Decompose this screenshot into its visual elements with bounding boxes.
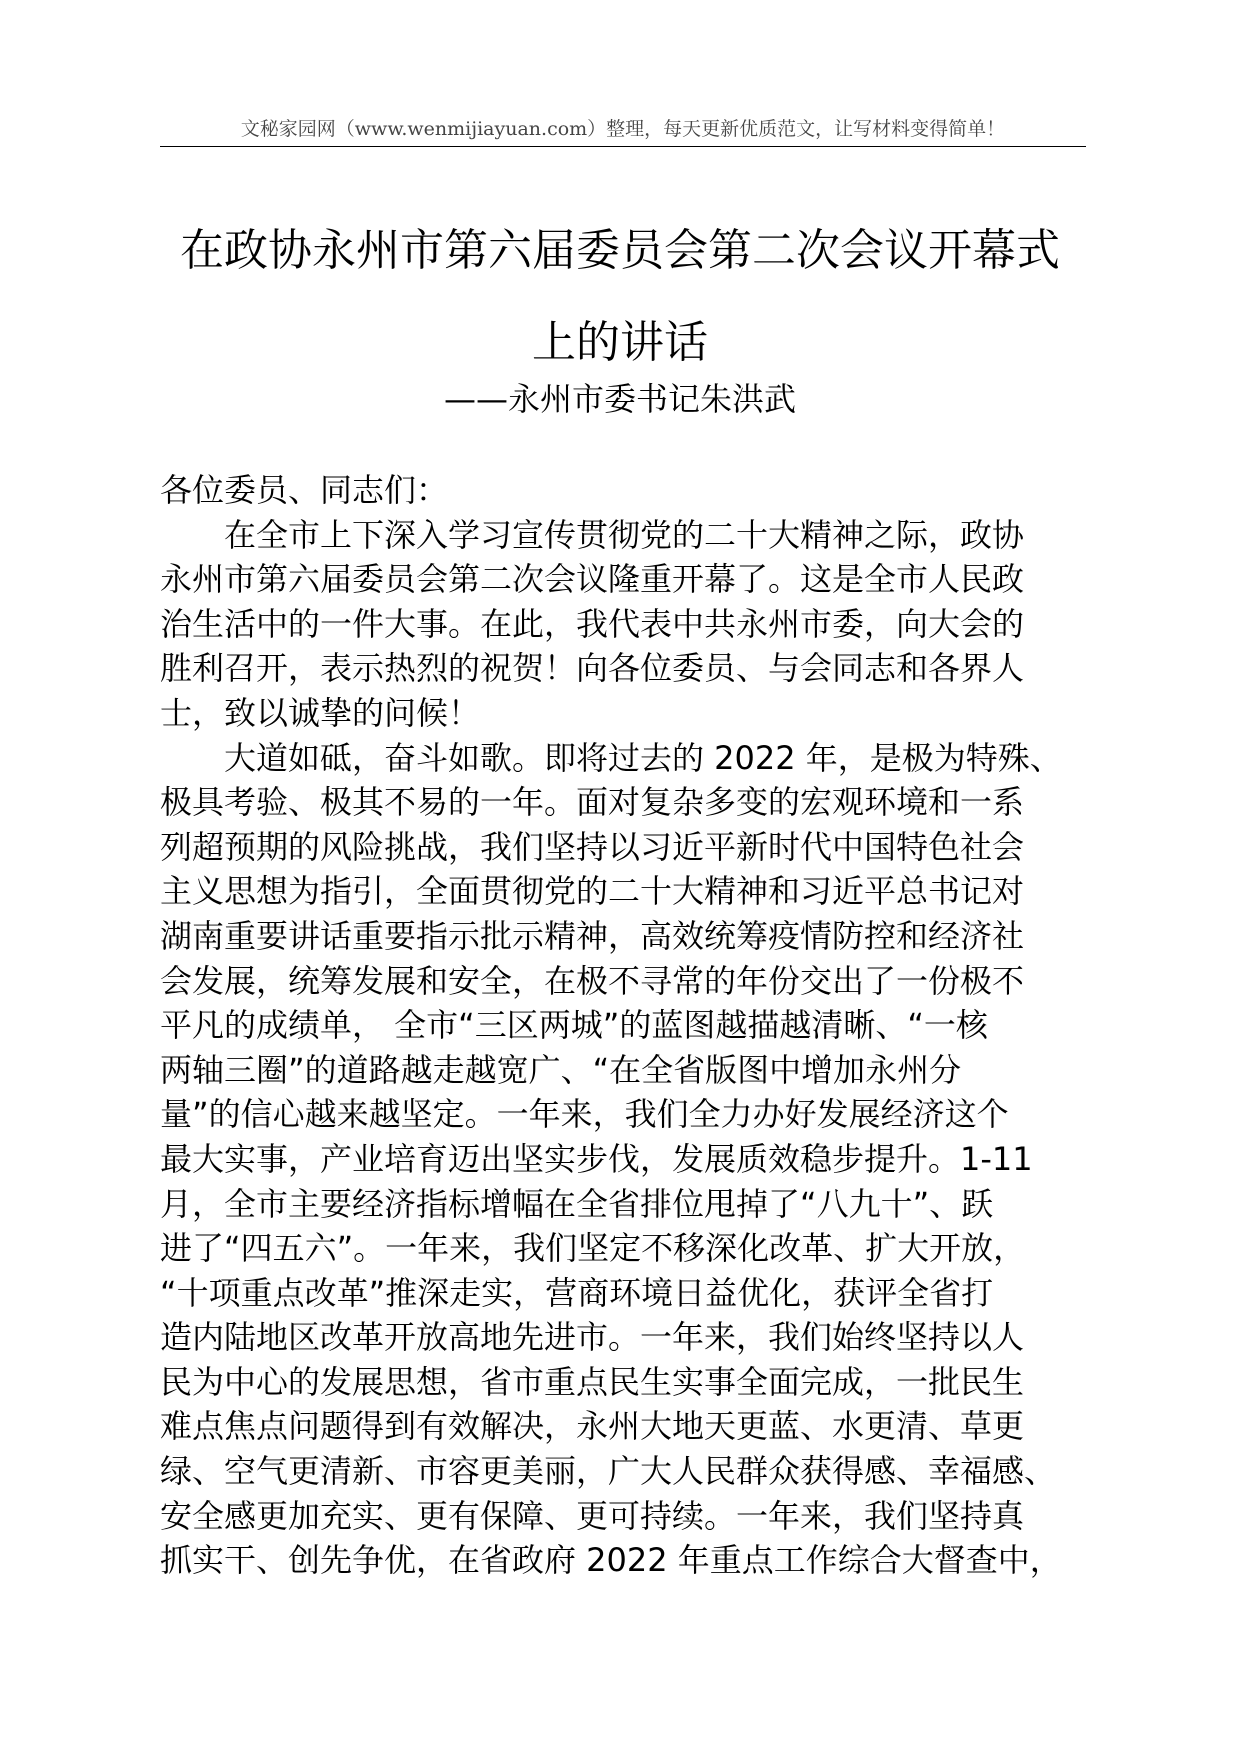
body-line: 最大实事，产业培育迈出坚实步伐，发展质效稳步提升。1-11 [160,1139,1033,1178]
document-body [160,468,1100,1583]
speaker-byline: ——永州市委书记朱洪武 [443,380,796,418]
body-line: 安全感更加充实、更有保障、更可持续。一年来，我们坚持真 [160,1496,1025,1535]
body-line: 治生活中的一件大事。在此，我代表中共永州市委，向大会的 [160,604,1025,643]
page-header: 文秘家园网（www.wenmijiayuan.com）整理，每天更新优质范文，让写材料变得简单！ [240,118,1006,140]
body-line: “十项重点改革”推深走实，营商环境日益优化，获评全省打 [160,1273,994,1312]
body-line: 胜利召开，表示热烈的祝贺！向各位委员、与会同志和各界人 [160,649,1025,688]
body-line: 会发展，统筹发展和安全，在极不寻常的年份交出了一份极不 [160,961,1025,1000]
body-line: 极具考验、极其不易的一年。面对复杂多变的宏观环境和一系 [160,783,1025,822]
body-line: 月，全市主要经济指标增幅在全省排位甩掉了“八九十”、跃 [160,1184,994,1223]
body-line: 永州市第六届委员会第二次会议隆重开幕了。这是全市人民政 [160,560,1025,599]
body-line: 绿、空气更清新、市容更美丽，广大人民群众获得感、幸福感、 [160,1452,1057,1491]
body-line: 难点焦点问题得到有效解决，永州大地天更蓝、水更清、草更 [160,1407,1025,1446]
body-line: 湖南重要讲话重要指示批示精神，高效统筹疫情防控和经济社 [160,916,1025,955]
body-line: 进了“四五六”。一年来，我们坚定不移深化改革、扩大开放， [160,1229,1026,1268]
title-line-1: 在政协永州市第六届委员会第二次会议开幕式 [180,225,1060,276]
body-line: 平凡的成绩单， 全市“三区两城”的蓝图越描越清晰、“一核 [160,1006,988,1045]
body-line: 列超预期的风险挑战，我们坚持以习近平新时代中国特色社会 [160,827,1025,866]
body-line: 量”的信心越来越坚定。一年来，我们全力办好发展经济这个 [160,1095,1009,1134]
body-line: 造内陆地区改革开放高地先进市。一年来，我们始终坚持以人 [160,1318,1025,1357]
title-line-2: 上的讲话 [532,317,708,368]
body-line: 民为中心的发展思想，省市重点民生实事全面完成，一批民生 [160,1362,1025,1401]
body-line: 在全市上下深入学习宣传贯彻党的二十大精神之际，政协 [224,515,1025,554]
body-line: 大道如砥，奋斗如歌。即将过去的 2022 年，是极为特殊、 [224,738,1062,777]
greeting: 各位委员、同志们： [160,471,449,509]
body-line: 抓实干、创先争优，在省政府 2022 年重点工作综合大督查中， [160,1541,1062,1580]
body-line: 主义思想为指引，全面贯彻党的二十大精神和习近平总书记对 [160,872,1025,911]
document-title [150,205,1090,389]
header-divider [160,146,1086,147]
body-line: 两轴三圈”的道路越走越宽广、“在全省版图中增加永州分 [160,1050,962,1089]
body-line: 士，致以诚挚的问候！ [160,693,481,732]
